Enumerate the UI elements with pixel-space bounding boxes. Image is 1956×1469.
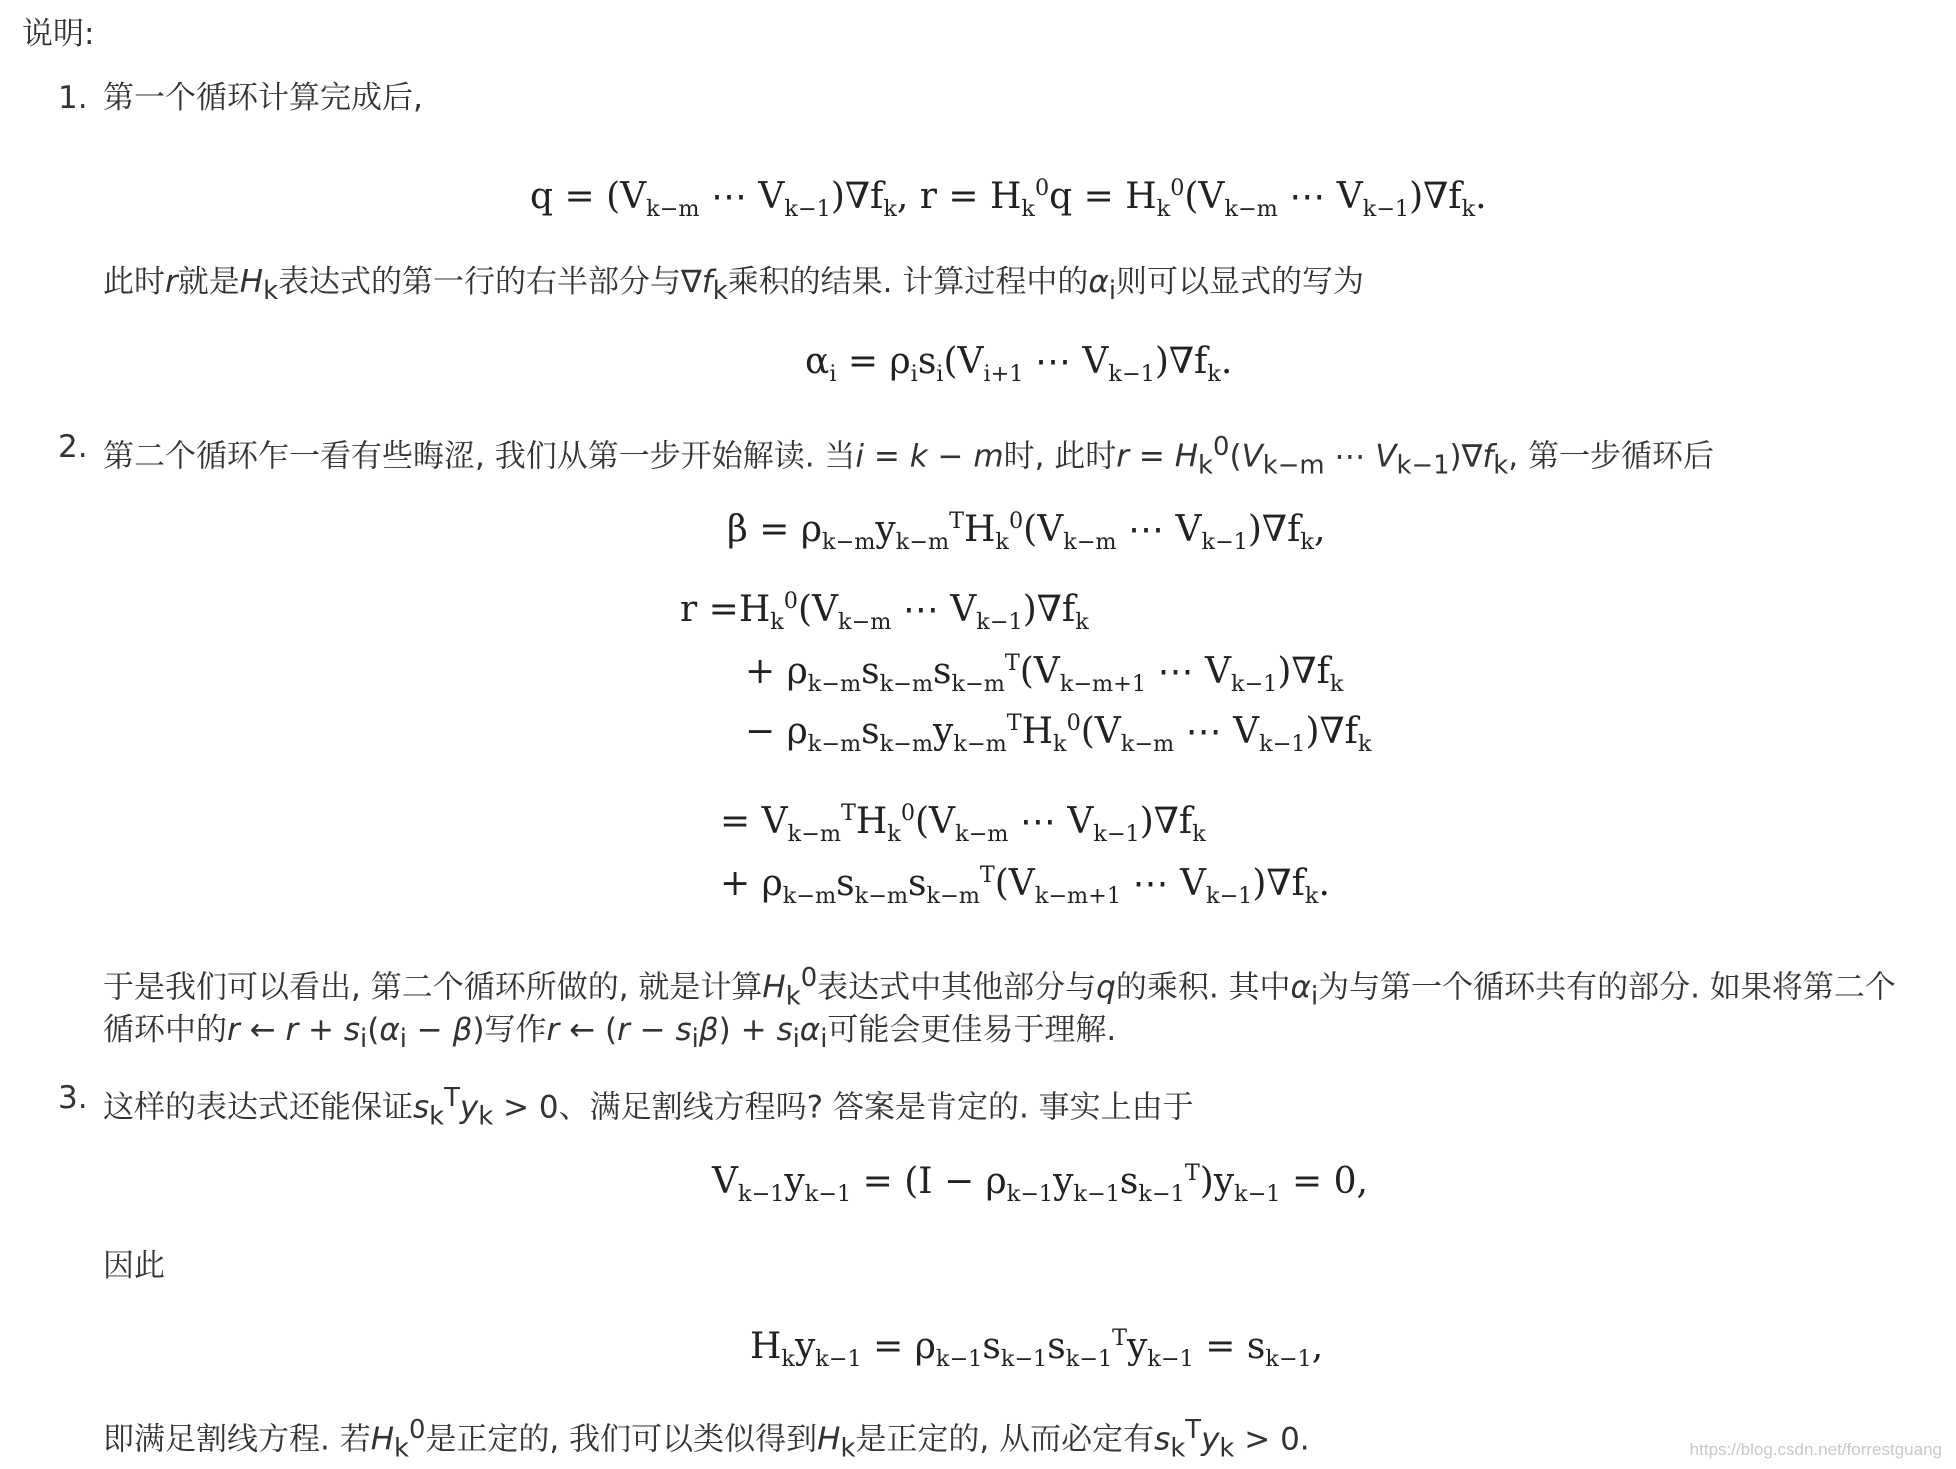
item-3-final: 即满足割线方程. 若$H_k^0$是正定的, 我们可以类似得到$H_k$是正定的, 从而必定有$s_k^Ty_k > 0$. <box>103 1415 1310 1464</box>
item-2-conclusion-line1: 于是我们可以看出, 第二个循环所做的, 就是计算$H_k^0$表达式中其他部分与q的乘积. 其中$\alpha_i$为与第一个循环共有的部分. 如果将第二个 <box>103 963 1896 1012</box>
equation-q-r: $q = (V_{k-m}$ ⋯ $V_{k-1})\nabla f_k$, $r = H_k^0q = H_k^0(V_{k-m}$ ⋯ $V_{k-1})\nabla f_k$. <box>530 175 1487 223</box>
equation-h: $H_ky_{k-1} = \rho_{k-1}s_{k-1}s_{k-1}^Ty_{k-1} = s_{k-1}$, <box>750 1325 1324 1373</box>
equation-r-line4: = $V_{k-m}^TH_k^0(V_{k-m}$ ⋯ $V_{k-1})\nabla f_k$ <box>720 800 1206 848</box>
equation-v: $V_{k-1}y_{k-1} = (I - \rho_{k-1}y_{k-1}s_{k-1}^T)y_{k-1} = 0$, <box>712 1160 1368 1208</box>
item-1-explanation: 此时r就是$H_k$表达式的第一行的右半部分与$\nabla f_k$乘积的结果. 计算过程中的$\alpha_i$则可以显式的写为 <box>103 264 1365 307</box>
item-2-intro: 第二个循环乍一看有些晦涩, 我们从第一步开始解读. 当i = k − m时, 此时$r = H_k^0(V_{k-m}$ ⋯ $V_{k-1})\nabla f_k$, 第一步循环后 <box>103 432 1714 481</box>
equation-r-line5: + $\rho_{k-m}s_{k-m}s_{k-m}^T(V_{k-m+1}$ ⋯ $V_{k-1})\nabla f_k$. <box>720 862 1330 910</box>
item-number-2: 2. <box>58 429 88 465</box>
equation-r-line1: $r =H_k^0(V_{k-m}$ ⋯ $V_{k-1})\nabla f_k$ <box>680 588 1089 636</box>
equation-alpha: $\alpha_i = \rho_is_i(V_{i+1}$ ⋯ $V_{k-1})\nabla f_k$. <box>805 341 1233 388</box>
equation-beta: $\beta = \rho_{k-m}y_{k-m}^TH_k^0(V_{k-m}$ ⋯ $V_{k-1})\nabla f_k$, <box>727 508 1326 556</box>
item-2-conclusion-line2: 循环中的r ← $r + s_i(\alpha_i - \beta)$写作r ← $(r - s_i\beta) + s_i\alpha_i$可能会更佳易于理解. <box>103 1012 1117 1055</box>
section-heading: 说明: <box>22 16 95 52</box>
item-number-3: 3. <box>58 1080 88 1116</box>
item-1-intro: 第一个循环计算完成后, <box>103 80 423 116</box>
equation-r-line3: − $\rho_{k-m}s_{k-m}y_{k-m}^TH_k^0(V_{k-m}$ ⋯ $V_{k-1})\nabla f_k$ <box>745 710 1372 758</box>
item-3-intro: 这样的表达式还能保证$s_k^Ty_k > 0$、满足割线方程吗? 答案是肯定的. 事实上由于 <box>103 1083 1194 1132</box>
item-3-therefore: 因此 <box>103 1248 165 1284</box>
watermark: https://blog.csdn.net/forrestguang <box>1689 1440 1942 1459</box>
equation-r-line2: + $\rho_{k-m}s_{k-m}s_{k-m}^T(V_{k-m+1}$ ⋯ $V_{k-1})\nabla f_k$ <box>745 650 1344 698</box>
item-number-1: 1. <box>58 80 88 116</box>
